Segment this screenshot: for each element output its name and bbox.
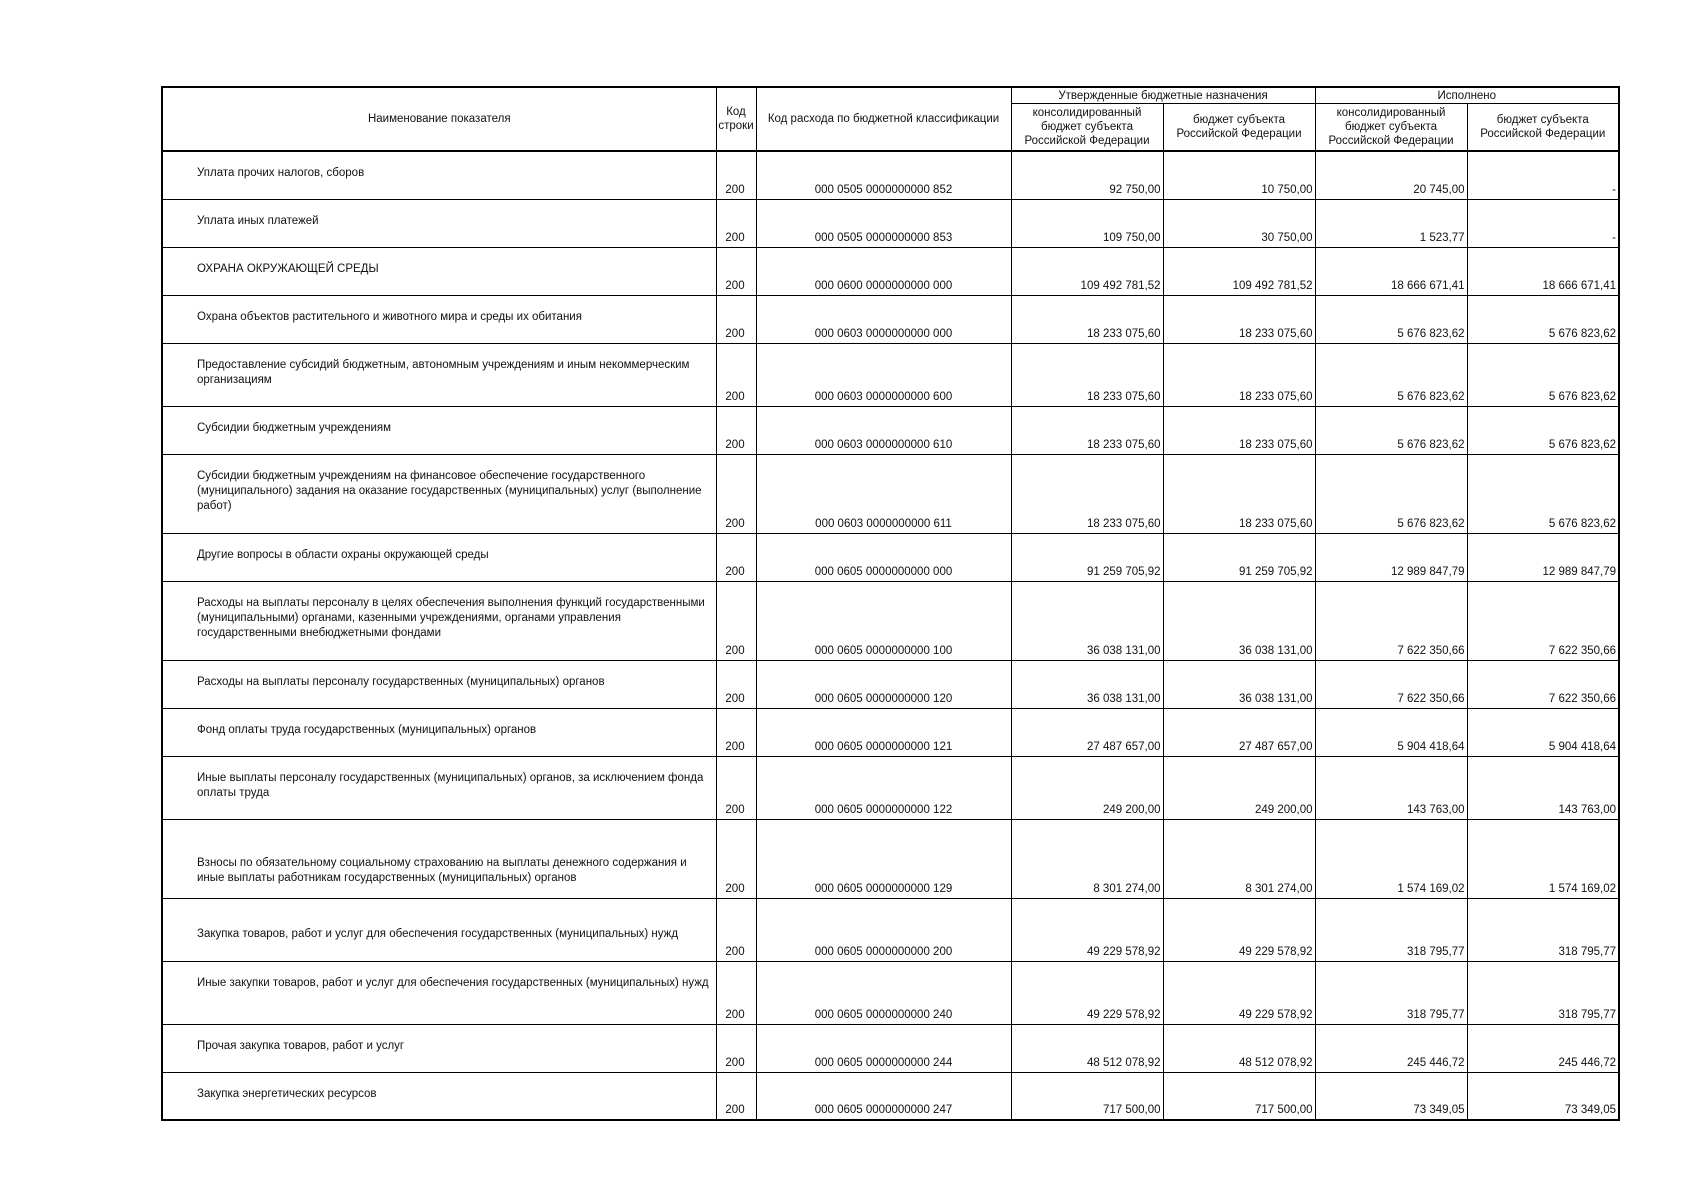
row-approved-subject: 18 233 075,60: [1163, 295, 1315, 343]
header-executed-consolidated: консолидированный бюджет субъекта Российской Федерации: [1315, 104, 1467, 152]
row-kbk: 000 0605 0000000000 129: [756, 819, 1011, 898]
table-row: [162, 961, 1619, 1024]
row-executed-consolidated: 7 622 350,66: [1315, 660, 1467, 708]
table-row: [162, 1024, 1619, 1072]
table-row: [162, 406, 1619, 454]
row-name: Иные закупки товаров, работ и услуг для обеспечения государственных (муниципальных) нужд: [162, 961, 716, 1024]
row-kbk: 000 0605 0000000000 100: [756, 581, 1011, 660]
table-row: [162, 660, 1619, 708]
row-approved-subject: 249 200,00: [1163, 756, 1315, 819]
table-header: [162, 87, 1619, 151]
row-approved-consolidated: 49 229 578,92: [1011, 898, 1163, 961]
row-executed-subject: 318 795,77: [1467, 961, 1619, 1024]
row-approved-subject: 18 233 075,60: [1163, 454, 1315, 533]
header-name: Наименование показателя: [162, 87, 716, 151]
row-executed-subject: 245 446,72: [1467, 1024, 1619, 1072]
row-approved-consolidated: 49 229 578,92: [1011, 961, 1163, 1024]
row-code: 200: [716, 343, 756, 406]
row-name: Закупка энергетических ресурсов: [162, 1072, 716, 1120]
row-executed-subject: -: [1467, 199, 1619, 247]
row-code: 200: [716, 151, 756, 199]
row-name: Субсидии бюджетным учреждениям: [162, 406, 716, 454]
row-approved-subject: 27 487 657,00: [1163, 708, 1315, 756]
table-row: [162, 343, 1619, 406]
row-kbk: 000 0605 0000000000 120: [756, 660, 1011, 708]
row-kbk: 000 0605 0000000000 122: [756, 756, 1011, 819]
row-executed-subject: 318 795,77: [1467, 898, 1619, 961]
row-name: Иные выплаты персоналу государственных (муниципальных) органов, за исключением фонда оплаты труда: [162, 756, 716, 819]
row-kbk: 000 0605 0000000000 200: [756, 898, 1011, 961]
row-code: 200: [716, 756, 756, 819]
row-code: 200: [716, 581, 756, 660]
row-name: Закупка товаров, работ и услуг для обеспечения государственных (муниципальных) нужд: [162, 898, 716, 961]
row-kbk: 000 0605 0000000000 121: [756, 708, 1011, 756]
header-approved-subject: бюджет субъекта Российской Федерации: [1163, 104, 1315, 152]
row-name: Охрана объектов растительного и животного мира и среды их обитания: [162, 295, 716, 343]
row-kbk: 000 0603 0000000000 610: [756, 406, 1011, 454]
row-approved-consolidated: 48 512 078,92: [1011, 1024, 1163, 1072]
row-code: 200: [716, 295, 756, 343]
row-executed-consolidated: 1 523,77: [1315, 199, 1467, 247]
row-executed-subject: 1 574 169,02: [1467, 819, 1619, 898]
row-approved-subject: 36 038 131,00: [1163, 581, 1315, 660]
row-kbk: 000 0605 0000000000 240: [756, 961, 1011, 1024]
row-code: 200: [716, 1024, 756, 1072]
row-approved-subject: 109 492 781,52: [1163, 247, 1315, 295]
row-executed-subject: 5 676 823,62: [1467, 406, 1619, 454]
row-executed-subject: 143 763,00: [1467, 756, 1619, 819]
row-approved-consolidated: 36 038 131,00: [1011, 660, 1163, 708]
row-code: 200: [716, 961, 756, 1024]
row-executed-consolidated: 318 795,77: [1315, 961, 1467, 1024]
row-executed-consolidated: 318 795,77: [1315, 898, 1467, 961]
row-approved-subject: 49 229 578,92: [1163, 961, 1315, 1024]
row-executed-consolidated: 73 349,05: [1315, 1072, 1467, 1120]
header-approved-group: Утвержденные бюджетные назначения: [1011, 87, 1315, 104]
table-row: [162, 581, 1619, 660]
row-code: 200: [716, 247, 756, 295]
row-approved-subject: 30 750,00: [1163, 199, 1315, 247]
row-code: 200: [716, 1072, 756, 1120]
header-kbk: Код расхода по бюджетной классификации: [756, 87, 1011, 151]
row-approved-subject: 36 038 131,00: [1163, 660, 1315, 708]
row-executed-consolidated: 5 676 823,62: [1315, 406, 1467, 454]
row-approved-subject: 18 233 075,60: [1163, 343, 1315, 406]
row-kbk: 000 0603 0000000000 000: [756, 295, 1011, 343]
row-name: ОХРАНА ОКРУЖАЮЩЕЙ СРЕДЫ: [162, 247, 716, 295]
row-code: 200: [716, 819, 756, 898]
row-code: 200: [716, 898, 756, 961]
row-executed-subject: 5 676 823,62: [1467, 343, 1619, 406]
table-row: [162, 247, 1619, 295]
row-kbk: 000 0505 0000000000 852: [756, 151, 1011, 199]
table-row: [162, 454, 1619, 533]
row-approved-consolidated: 18 233 075,60: [1011, 406, 1163, 454]
table-row: [162, 295, 1619, 343]
row-executed-consolidated: 5 676 823,62: [1315, 454, 1467, 533]
row-approved-consolidated: 36 038 131,00: [1011, 581, 1163, 660]
row-approved-consolidated: 717 500,00: [1011, 1072, 1163, 1120]
row-executed-consolidated: 1 574 169,02: [1315, 819, 1467, 898]
row-executed-subject: 5 904 418,64: [1467, 708, 1619, 756]
row-kbk: 000 0505 0000000000 853: [756, 199, 1011, 247]
row-executed-consolidated: 7 622 350,66: [1315, 581, 1467, 660]
row-kbk: 000 0605 0000000000 000: [756, 533, 1011, 581]
row-code: 200: [716, 708, 756, 756]
row-name: Взносы по обязательному социальному страхованию на выплаты денежного содержания и иные выплаты работникам государственных (муниципальных) органов: [162, 819, 716, 898]
row-approved-subject: 717 500,00: [1163, 1072, 1315, 1120]
row-approved-consolidated: 91 259 705,92: [1011, 533, 1163, 581]
row-executed-consolidated: 5 676 823,62: [1315, 343, 1467, 406]
row-name: Предоставление субсидий бюджетным, автономным учреждениям и иным некоммерческим организациям: [162, 343, 716, 406]
row-executed-subject: 5 676 823,62: [1467, 295, 1619, 343]
row-approved-subject: 10 750,00: [1163, 151, 1315, 199]
row-executed-subject: -: [1467, 151, 1619, 199]
row-executed-subject: 73 349,05: [1467, 1072, 1619, 1120]
row-name: Фонд оплаты труда государственных (муниципальных) органов: [162, 708, 716, 756]
row-kbk: 000 0603 0000000000 600: [756, 343, 1011, 406]
budget-report-sheet: [161, 86, 1620, 1121]
table-row: [162, 819, 1619, 898]
row-kbk: 000 0605 0000000000 247: [756, 1072, 1011, 1120]
row-executed-consolidated: 20 745,00: [1315, 151, 1467, 199]
row-name: Прочая закупка товаров, работ и услуг: [162, 1024, 716, 1072]
header-executed-subject: бюджет субъекта Российской Федерации: [1467, 104, 1619, 152]
row-approved-subject: 18 233 075,60: [1163, 406, 1315, 454]
header-code: Код строки: [716, 87, 756, 151]
row-name: Уплата иных платежей: [162, 199, 716, 247]
table-row: [162, 199, 1619, 247]
row-approved-consolidated: 8 301 274,00: [1011, 819, 1163, 898]
row-approved-consolidated: 18 233 075,60: [1011, 295, 1163, 343]
row-kbk: 000 0605 0000000000 244: [756, 1024, 1011, 1072]
row-executed-consolidated: 143 763,00: [1315, 756, 1467, 819]
row-approved-consolidated: 92 750,00: [1011, 151, 1163, 199]
row-code: 200: [716, 406, 756, 454]
row-kbk: 000 0600 0000000000 000: [756, 247, 1011, 295]
table-row: [162, 898, 1619, 961]
row-name: Расходы на выплаты персоналу государственных (муниципальных) органов: [162, 660, 716, 708]
row-approved-consolidated: 109 750,00: [1011, 199, 1163, 247]
header-executed-group: Исполнено: [1315, 87, 1619, 104]
row-approved-subject: 8 301 274,00: [1163, 819, 1315, 898]
row-name: Расходы на выплаты персоналу в целях обеспечения выполнения функций государственными (муниципальными) органами, казенными учреждениями, органами управления государственными внебюджетными фондами: [162, 581, 716, 660]
row-executed-consolidated: 12 989 847,79: [1315, 533, 1467, 581]
row-executed-subject: 12 989 847,79: [1467, 533, 1619, 581]
expenditure-table: [161, 86, 1620, 1121]
header-approved-consolidated: консолидированный бюджет субъекта Российской Федерации: [1011, 104, 1163, 152]
row-approved-subject: 49 229 578,92: [1163, 898, 1315, 961]
row-executed-subject: 7 622 350,66: [1467, 581, 1619, 660]
row-approved-subject: 91 259 705,92: [1163, 533, 1315, 581]
table-row: [162, 708, 1619, 756]
row-kbk: 000 0603 0000000000 611: [756, 454, 1011, 533]
table-body: [162, 151, 1619, 1120]
row-name: Субсидии бюджетным учреждениям на финансовое обеспечение государственного (муниципального) задания на оказание государственных (муниципальных) услуг (выполнение работ): [162, 454, 716, 533]
row-approved-subject: 48 512 078,92: [1163, 1024, 1315, 1072]
row-executed-consolidated: 18 666 671,41: [1315, 247, 1467, 295]
row-name: Уплата прочих налогов, сборов: [162, 151, 716, 199]
row-approved-consolidated: 249 200,00: [1011, 756, 1163, 819]
row-executed-subject: 18 666 671,41: [1467, 247, 1619, 295]
table-row: [162, 1072, 1619, 1120]
row-approved-consolidated: 109 492 781,52: [1011, 247, 1163, 295]
row-code: 200: [716, 454, 756, 533]
row-executed-subject: 5 676 823,62: [1467, 454, 1619, 533]
row-executed-consolidated: 245 446,72: [1315, 1024, 1467, 1072]
table-row: [162, 756, 1619, 819]
row-code: 200: [716, 660, 756, 708]
row-executed-subject: 7 622 350,66: [1467, 660, 1619, 708]
table-row: [162, 533, 1619, 581]
row-approved-consolidated: 18 233 075,60: [1011, 454, 1163, 533]
row-code: 200: [716, 533, 756, 581]
row-code: 200: [716, 199, 756, 247]
row-approved-consolidated: 18 233 075,60: [1011, 343, 1163, 406]
table-row: [162, 151, 1619, 199]
row-executed-consolidated: 5 676 823,62: [1315, 295, 1467, 343]
row-name: Другие вопросы в области охраны окружающей среды: [162, 533, 716, 581]
row-executed-consolidated: 5 904 418,64: [1315, 708, 1467, 756]
row-approved-consolidated: 27 487 657,00: [1011, 708, 1163, 756]
